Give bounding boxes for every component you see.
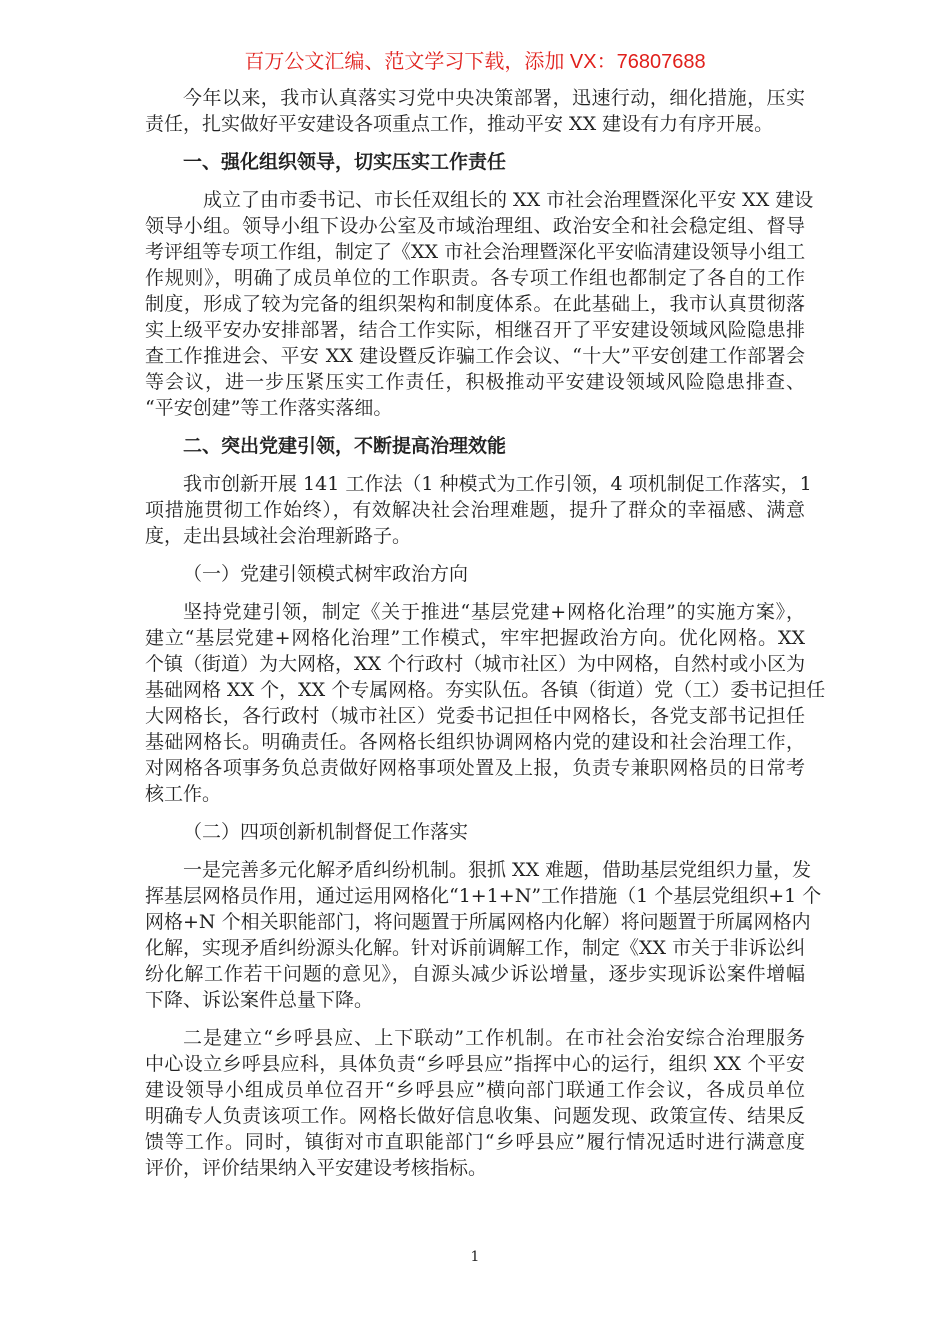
paragraph bbox=[145, 85, 805, 137]
text-line: 实上级平安办安排部署，结合工作实际，相继召开了平安建设领域风险隐患排 bbox=[145, 319, 805, 341]
paragraph bbox=[145, 857, 822, 1013]
paragraph bbox=[145, 1025, 805, 1181]
text-line: 网格+N 个相关职能部门，将问题置于所属网格内化解）将问题置于所属网格内 bbox=[145, 911, 811, 933]
text-line: 责任，扎实做好平安建设各项重点工作，推动平安 XX 建设有力有序开展。 bbox=[145, 113, 774, 135]
section-heading bbox=[145, 433, 805, 459]
text-line: 核工作。 bbox=[145, 783, 222, 805]
text-line: 领导小组。领导小组下设办公室及市域治理组、政治安全和社会稳定组、督导 bbox=[145, 215, 805, 237]
text-line: 中心设立乡呼县应科，具体负责“乡呼县应”指挥中心的运行，组织 XX 个平安 bbox=[145, 1053, 805, 1075]
text-line: “平安创建”等工作落实落细。 bbox=[145, 397, 393, 419]
text-line: 评价，评价结果纳入平安建设考核指标。 bbox=[145, 1157, 488, 1179]
text-line: 明确专人负责该项工作。网格长做好信息收集、问题发现、政策宣传、结果反 bbox=[145, 1105, 805, 1127]
text-line: 制度，形成了较为完备的组织架构和制度体系。在此基础上，我市认真贯彻落 bbox=[145, 293, 805, 315]
text-line: 馈等工作。同时，镇街对市直职能部门“乡呼县应”履行情况适时进行满意度 bbox=[145, 1131, 805, 1153]
text-line: 下降、诉讼案件总量下降。 bbox=[145, 989, 374, 1011]
text-line: 今年以来，我市认真落实习党中央决策部署，迅速行动，细化措施，压实 bbox=[183, 87, 805, 109]
paragraph bbox=[145, 599, 826, 807]
text-line: 基础网格 XX 个，XX 个专属网格。夯实队伍。各镇（街道）党（工）委书记担任 bbox=[145, 679, 826, 701]
text-line: 基础网格长。明确责任。各网格长组织协调网格内党的建设和社会治理工作， bbox=[145, 731, 805, 753]
text-line: （二）四项创新机制督促工作落实 bbox=[183, 821, 469, 843]
text-line: 考评组等专项工作组，制定了《XX 市社会治理暨深化平安临清建设领导小组工 bbox=[145, 241, 806, 263]
paragraph bbox=[145, 471, 812, 549]
subsection-heading bbox=[145, 819, 805, 845]
text-line: 坚持党建引领，制定《关于推进“基层党建+网格化治理”的实施方案》， bbox=[183, 601, 805, 623]
paragraph bbox=[145, 187, 814, 421]
text-line: 大网格长，各行政村（城市社区）党委书记担任中网格长，各党支部书记担任 bbox=[145, 705, 805, 727]
text-line: 纷化解工作若干问题的意见》，自源头减少诉讼增量，逐步实现诉讼案件增幅 bbox=[145, 963, 805, 985]
text-line: 建立“基层党建+网格化治理”工作模式，牢牢把握政治方向。优化网格。XX bbox=[145, 627, 805, 649]
text-line: 等会议，进一步压紧压实工作责任，积极推动平安建设领域风险隐患排查、 bbox=[145, 371, 805, 393]
text-line: 度，走出县域社会治理新路子。 bbox=[145, 525, 412, 547]
document-body bbox=[145, 85, 826, 1181]
page-number: 1 bbox=[470, 1249, 480, 1265]
text-line: 一、强化组织领导，切实压实工作责任 bbox=[183, 151, 507, 173]
text-line: 化解，实现矛盾纠纷源头化解。针对诉前调解工作，制定《XX 市关于非诉讼纠 bbox=[145, 937, 806, 959]
text-line: 对网格各项事务负总责做好网格事项处置及上报，负责专兼职网格员的日常考 bbox=[145, 757, 805, 779]
text-line: 二是建立“乡呼县应、上下联动”工作机制。在市社会治安综合治理服务 bbox=[183, 1027, 805, 1049]
subsection-heading bbox=[145, 561, 805, 587]
text-line: 二、突出党建引领，不断提高治理效能 bbox=[183, 435, 507, 457]
text-line: 挥基层网格员作用，通过运用网格化“1+1+N”工作措施（1 个基层党组织+1 个 bbox=[145, 885, 822, 907]
section-heading bbox=[145, 149, 805, 175]
text-line: 个镇（街道）为大网格，XX 个行政村（城市社区）为中网格，自然村或小区为 bbox=[145, 653, 806, 675]
text-line: （一）党建引领模式树牢政治方向 bbox=[183, 563, 469, 585]
text-line: 我市创新开展 141 工作法（1 种模式为工作引领，4 项机制促工作落实，1 bbox=[183, 473, 812, 495]
text-line: 项措施贯彻工作始终），有效解决社会治理难题，提升了群众的幸福感、满意 bbox=[145, 499, 805, 521]
text-line: 查工作推进会、平安 XX 建设暨反诈骗工作会议、“十大”平安创建工作部署会 bbox=[145, 345, 805, 367]
text-line: 建设领导小组成员单位召开“乡呼县应”横向部门联通工作会议，各成员单位 bbox=[145, 1079, 805, 1101]
text-line: 作规则》，明确了成员单位的工作职责。各专项工作组也都制定了各自的工作 bbox=[145, 267, 805, 289]
watermark-banner: 百万公文汇编、范文学习下载，添加 VX：76807688 bbox=[244, 51, 706, 73]
text-line: 一是完善多元化解矛盾纠纷机制。狠抓 XX 难题，借助基层党组织力量，发 bbox=[183, 859, 812, 881]
text-line: 成立了由市委书记、市长任双组长的 XX 市社会治理暨深化平安 XX 建设 bbox=[203, 189, 814, 211]
